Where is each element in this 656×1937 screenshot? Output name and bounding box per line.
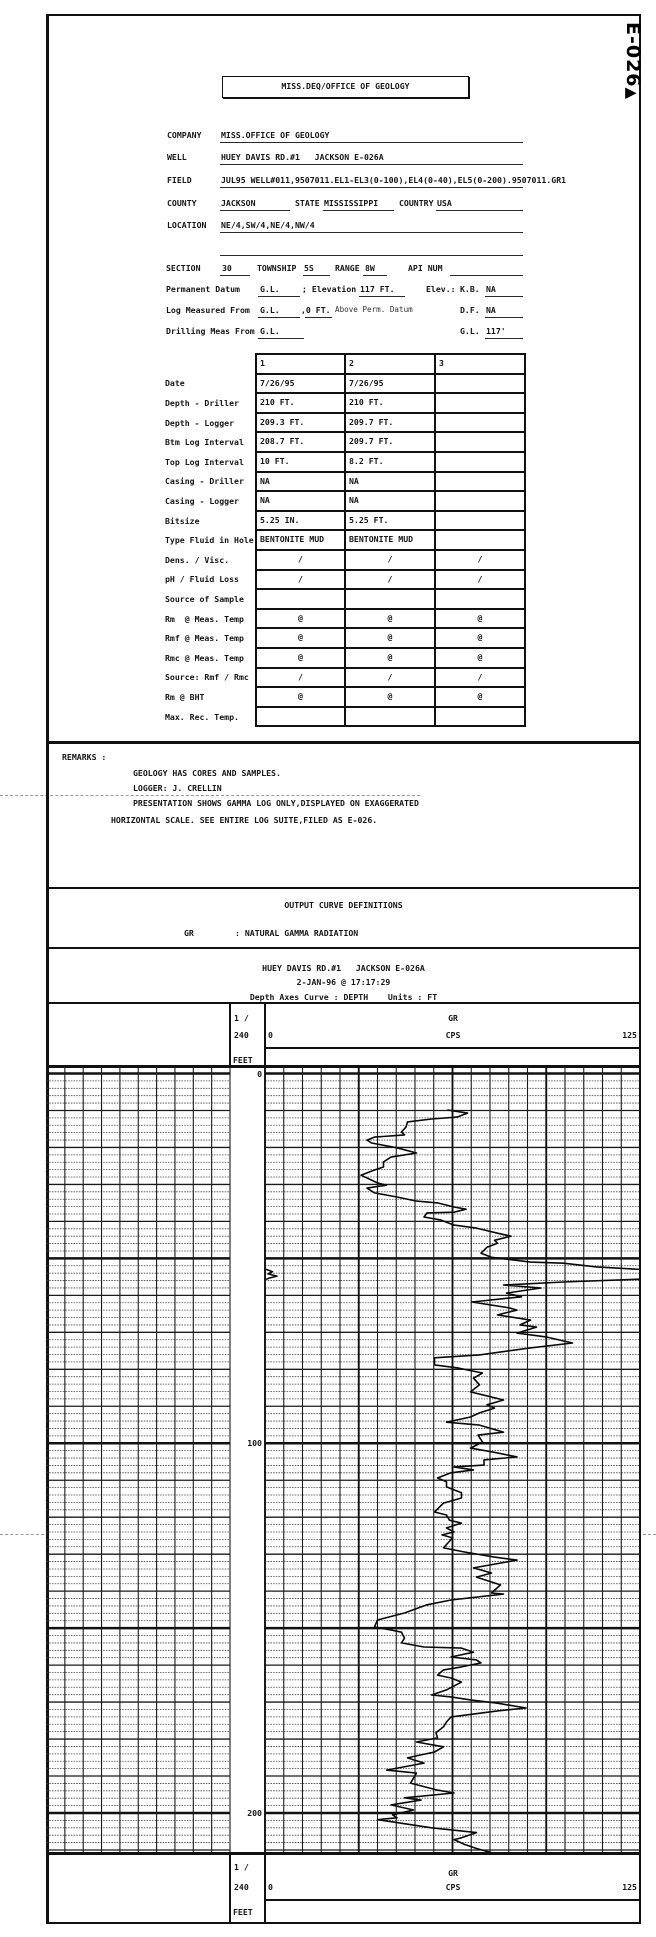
curve-definitions-title: OUTPUT CURVE DEFINITIONS: [284, 900, 403, 910]
section-value: 30: [222, 263, 232, 273]
well-value: HUEY DAVIS RD.#1 JACKSON E-026A: [221, 152, 384, 162]
run-cell: [257, 708, 344, 726]
field-label: FIELD: [167, 175, 192, 185]
run-cell: 5.25 IN.: [257, 512, 344, 530]
run-cell: @: [346, 610, 434, 628]
elevation-label: ; Elevation: [302, 284, 357, 294]
gr-curve-wrap: [267, 1270, 278, 1280]
run-cell: NA: [257, 492, 344, 510]
location-underline: [220, 232, 523, 233]
remarks-line: PRESENTATION SHOWS GAMMA LOG ONLY,DISPLAYED ON EXAGGERATED: [133, 798, 419, 808]
drilling-underline: [258, 338, 304, 339]
curve-name: GR: [448, 1868, 458, 1878]
field-value: JUL95 WELL#011,9507011.EL1-EL3(0-100),EL4(0-40),EL5(0-200).9507011.GR1: [221, 175, 567, 185]
log-title-depth-axes: Depth Axes Curve : DEPTH Units : FT: [249, 992, 438, 1002]
state-value: MISSISSIPPI: [324, 198, 379, 208]
run-cell: BENTONITE MUD: [346, 531, 434, 549]
df-value: NA: [486, 305, 496, 315]
gl-value: 117': [486, 326, 506, 336]
run-column-header: 2: [346, 355, 434, 373]
run-cell: [436, 590, 524, 608]
run-cell: 5.25 FT.: [346, 512, 434, 530]
agency-title-box: MISS.DEQ/OFFICE OF GEOLOGY: [222, 76, 469, 98]
run-cell: [436, 531, 524, 549]
run-cell: /: [436, 551, 524, 569]
row-label: Casing - Driller: [165, 476, 244, 487]
depth-tick-label: 0: [257, 1068, 262, 1079]
run-cell: /: [346, 669, 434, 687]
run-cell: /: [436, 571, 524, 589]
perm-datum-value: G.L.: [260, 284, 280, 294]
run-cell: @: [257, 649, 344, 667]
triangle-marker-icon: ▲: [623, 87, 641, 101]
section-label: SECTION: [166, 263, 201, 273]
above-perm-datum-label: Above Perm. Datum: [335, 305, 413, 314]
run-cell: NA: [257, 473, 344, 491]
run-cell: [346, 590, 434, 608]
run-cell: [436, 414, 524, 432]
run-cell: @: [257, 629, 344, 647]
log-measured-label: Log Measured From: [166, 305, 250, 315]
company-value: MISS.OFFICE OF GEOLOGY: [221, 130, 330, 140]
run-cell: /: [346, 551, 434, 569]
depth-scale-denominator: 240: [234, 1030, 249, 1040]
run-cell: 7/26/95: [346, 375, 434, 393]
country-underline: [436, 210, 523, 211]
kb-underline: [485, 296, 523, 297]
curve-name: GR: [448, 1013, 458, 1023]
scale-right-value: 125: [622, 1030, 637, 1040]
country-label: COUNTRY: [399, 198, 434, 208]
range-value: 8W: [365, 263, 375, 273]
section-divider: [46, 947, 641, 949]
file-number-text: E-026: [622, 22, 644, 88]
curve-mnemonic: GR: [184, 928, 194, 938]
run-cell: [436, 492, 524, 510]
row-label: Bitsize: [165, 515, 200, 526]
drilling-label: Drilling Meas From: [166, 326, 255, 336]
run-cell: 210 FT.: [346, 394, 434, 412]
depth-units: FEET: [233, 1907, 253, 1917]
remarks-label: REMARKS :: [62, 752, 107, 762]
api-underline: [450, 275, 523, 276]
run-cell: 210 FT.: [257, 394, 344, 412]
location-value: NE/4,SW/4,NE/4,NW/4: [221, 220, 315, 230]
row-label: Type Fluid in Hole: [165, 535, 254, 546]
perm-datum-underline: [258, 296, 300, 297]
run-cell: [257, 590, 344, 608]
curve-description: : NATURAL GAMMA RADIATION: [235, 928, 359, 938]
row-label: Rmf @ Meas. Temp: [165, 633, 244, 644]
run-cell: @: [257, 688, 344, 706]
location-label: LOCATION: [167, 220, 207, 230]
elevation-underline: [359, 296, 405, 297]
row-label: Date: [165, 378, 185, 389]
row-label: Source: Rmf / Rmc: [165, 672, 249, 683]
run-cell: [436, 394, 524, 412]
gamma-ray-log-chart: [0, 1060, 656, 1860]
run-column-header: 1: [257, 355, 344, 373]
field-underline: [220, 187, 523, 188]
run-cell: 209.7 FT.: [346, 414, 434, 432]
run-cell: @: [257, 610, 344, 628]
depth-column-border: [229, 1003, 231, 1066]
country-value: USA: [437, 198, 452, 208]
run-cell: @: [346, 649, 434, 667]
curve-units: CPS: [445, 1882, 461, 1892]
run-cell: NA: [346, 473, 434, 491]
run-cell: [436, 453, 524, 471]
row-label: Rm @ BHT: [165, 692, 205, 702]
well-underline: [220, 164, 523, 165]
run-cell: @: [436, 649, 524, 667]
df-underline: [485, 317, 523, 318]
scale-underline: [265, 1047, 641, 1049]
remarks-line: HORIZONTAL SCALE. SEE ENTIRE LOG SUITE,FILED AS E-026.: [111, 815, 378, 825]
run-cell: [436, 512, 524, 530]
scale-left-value: 0: [268, 1882, 273, 1892]
log-offset-value: ,0 FT.: [301, 305, 331, 315]
state-label: STATE: [295, 198, 320, 208]
depth-units: FEET: [233, 1055, 253, 1065]
api-label: API NUM: [408, 263, 443, 273]
remarks-line: GEOLOGY HAS CORES AND SAMPLES.: [133, 768, 281, 778]
run-cell: /: [257, 551, 344, 569]
curve-units: CPS: [445, 1030, 461, 1040]
county-label: COUNTY: [167, 198, 197, 208]
perm-datum-label: Permanent Datum: [166, 284, 240, 294]
kb-value: NA: [486, 284, 496, 294]
row-label: Btm Log Interval: [165, 437, 244, 448]
log-offset-underline: [305, 317, 332, 318]
section-divider: [46, 741, 641, 744]
log-measured-underline: [258, 317, 300, 318]
run-cell: [436, 473, 524, 491]
run-cell: 10 FT.: [257, 453, 344, 471]
depth-tick-label: 200: [247, 1808, 262, 1818]
township-label: TOWNSHIP: [257, 263, 297, 273]
section-divider: [46, 1002, 641, 1004]
run-cell: @: [346, 629, 434, 647]
blank-underline: [220, 255, 523, 256]
run-column-header: 3: [436, 355, 524, 373]
scale-left-value: 0: [268, 1030, 273, 1040]
remarks-line: LOGGER: J. CRELLIN: [133, 783, 222, 793]
run-cell: /: [346, 571, 434, 589]
township-value: 5S: [304, 263, 314, 273]
depth-tick-label: 100: [247, 1438, 262, 1449]
run-cell: [346, 708, 434, 726]
run-cell: /: [436, 669, 524, 687]
run-cell: [436, 708, 524, 726]
row-label: Rm @ Meas. Temp: [165, 613, 244, 624]
gl-underline: [485, 338, 523, 339]
run-cell: 7/26/95: [257, 375, 344, 393]
row-label: Top Log Interval: [165, 456, 244, 467]
scale-underline: [265, 1899, 641, 1901]
row-label: Rmc @ Meas. Temp: [165, 652, 244, 663]
df-label: D.F.: [460, 305, 480, 315]
row-label: Max. Rec. Temp.: [165, 711, 239, 722]
depth-scale-denominator: 240: [234, 1882, 249, 1892]
range-underline: [363, 275, 387, 276]
run-cell: /: [257, 669, 344, 687]
depth-scale-numerator: 1 /: [234, 1013, 249, 1023]
run-cell: BENTONITE MUD: [257, 531, 344, 549]
state-underline: [323, 210, 394, 211]
run-cell: 209.3 FT.: [257, 414, 344, 432]
run-cell: /: [257, 571, 344, 589]
row-label: Casing - Logger: [165, 496, 239, 506]
grid-bottom-border: [46, 1852, 641, 1855]
run-cell: NA: [346, 492, 434, 510]
company-underline: [220, 142, 523, 143]
gl-label: G.L.: [460, 326, 480, 336]
company-label: COMPANY: [167, 130, 202, 140]
row-label: Source of Sample: [165, 594, 244, 604]
section-underline: [220, 275, 250, 276]
file-number-label: [622, 22, 644, 136]
run-cell: @: [346, 688, 434, 706]
elev-label: Elev.:: [426, 284, 456, 294]
run-cell: @: [436, 610, 524, 628]
runs-table: [255, 353, 526, 727]
run-cell: 208.7 FT.: [257, 433, 344, 451]
kb-label: K.B.: [460, 284, 480, 294]
scale-right-value: 125: [622, 1882, 637, 1892]
range-label: RANGE: [335, 263, 360, 273]
run-cell: 209.7 FT.: [346, 433, 434, 451]
county-underline: [220, 210, 290, 211]
run-cell: 8.2 FT.: [346, 453, 434, 471]
run-cell: [436, 375, 524, 393]
row-label: Depth - Driller: [165, 398, 239, 408]
township-underline: [303, 275, 330, 276]
log-title-date: 2-JAN-96 @ 17:17:29: [296, 977, 391, 987]
elevation-value: 117 FT.: [360, 284, 395, 294]
row-label: Depth - Logger: [165, 417, 235, 428]
drilling-value: G.L.: [260, 326, 280, 336]
row-label: Dens. / Visc.: [165, 554, 230, 565]
log-measured-value: G.L.: [260, 305, 280, 315]
county-value: JACKSON: [221, 198, 256, 208]
row-label: pH / Fluid Loss: [165, 574, 239, 585]
run-cell: @: [436, 629, 524, 647]
depth-scale-numerator: 1 /: [234, 1862, 249, 1872]
section-divider: [46, 887, 641, 889]
depth-column-border: [229, 1854, 231, 1924]
well-label: WELL: [167, 152, 187, 162]
log-title-well: HUEY DAVIS RD.#1 JACKSON E-026A: [262, 963, 425, 973]
run-cell: [436, 433, 524, 451]
run-cell: @: [436, 688, 524, 706]
